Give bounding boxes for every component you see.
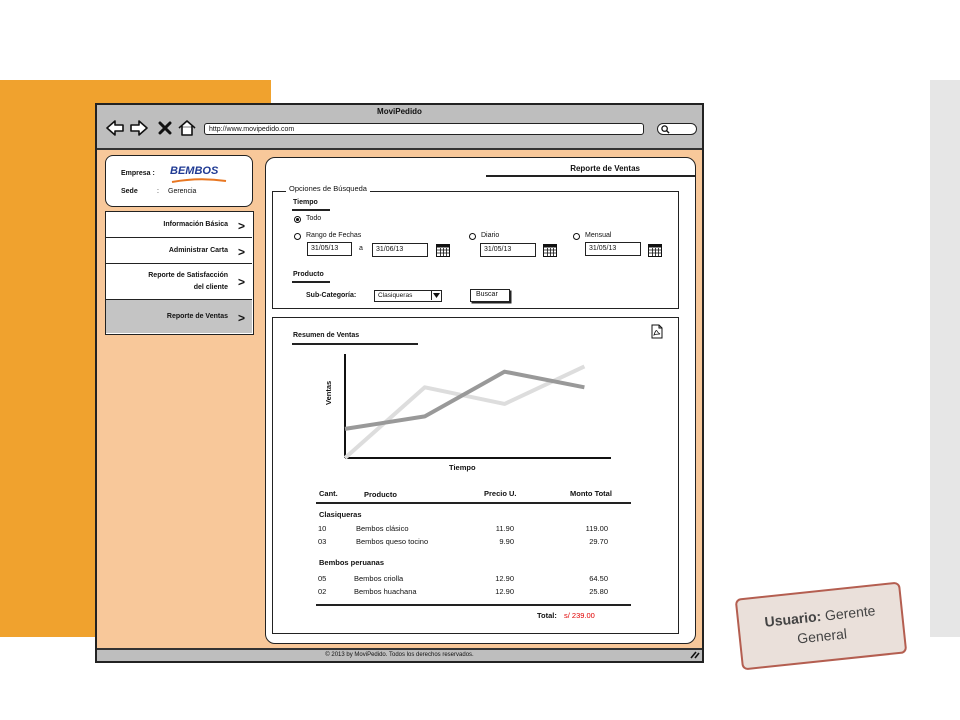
buscar-button[interactable]: Buscar xyxy=(470,289,510,302)
column-header-cant: Cant. xyxy=(319,489,338,498)
resize-grip-icon[interactable] xyxy=(688,651,700,659)
note-value-line2: General xyxy=(796,625,848,647)
page-title: Reporte de Ventas xyxy=(570,164,640,173)
home-icon[interactable] xyxy=(177,119,197,137)
sidebar-item-label: Administrar Carta xyxy=(168,247,228,254)
browser-toolbar xyxy=(97,105,702,150)
sede-label: Sede xyxy=(121,188,138,195)
sidebar-item-label: Información Básica xyxy=(163,221,228,228)
total-label: Total: xyxy=(537,611,557,620)
sidebar-item-reporte-satisfaccion[interactable] xyxy=(106,264,252,300)
window-title: MoviPedido xyxy=(377,107,422,116)
sede-value: Gerencia xyxy=(168,188,197,195)
empresa-label: Empresa : xyxy=(121,170,155,177)
diario-date[interactable]: 31/05/13 xyxy=(480,243,536,257)
subcategoria-label: Sub-Categoría: xyxy=(306,292,357,299)
chevron-right-icon: > xyxy=(237,274,245,289)
x-axis-label: Tiempo xyxy=(449,463,476,472)
logo-swoosh xyxy=(170,178,228,184)
chevron-right-icon: > xyxy=(237,244,245,259)
note-label: Usuario: xyxy=(763,607,822,630)
search-icon xyxy=(661,125,670,134)
chevron-right-icon: > xyxy=(237,218,245,233)
browser-window xyxy=(95,103,704,663)
mensual-date[interactable]: 31/05/13 xyxy=(585,242,641,256)
forward-arrow-icon[interactable] xyxy=(129,119,149,137)
bembos-logo: BEMBOS xyxy=(170,165,219,177)
todo-label: Todo xyxy=(306,215,322,222)
cell-precio: 11.90 xyxy=(495,524,514,533)
mensual-label: Mensual xyxy=(585,232,612,239)
group-name: Clasiqueras xyxy=(319,510,362,519)
main-content-panel xyxy=(265,157,696,644)
search-options-legend: Opciones de Búsqueda xyxy=(286,184,370,193)
column-header-monto: Monto Total xyxy=(570,489,612,498)
back-arrow-icon[interactable] xyxy=(105,119,125,137)
tiempo-label: Tiempo xyxy=(293,199,318,206)
slide-grey-strip xyxy=(930,80,960,637)
cell-cant: 02 xyxy=(318,587,327,596)
cell-cant: 03 xyxy=(318,537,327,546)
subcategoria-value: Clasiqueras xyxy=(378,292,413,299)
chevron-right-icon: > xyxy=(237,310,245,325)
table-row xyxy=(266,537,697,550)
close-icon[interactable] xyxy=(155,119,175,137)
table-row xyxy=(266,524,697,537)
table-row xyxy=(266,574,697,587)
cell-monto: 119.00 xyxy=(585,524,608,533)
sidebar-menu xyxy=(105,211,254,335)
sales-table xyxy=(266,158,697,645)
column-header-precio: Precio U. xyxy=(484,489,517,498)
table-row xyxy=(266,587,697,600)
group-name: Bembos peruanas xyxy=(319,558,385,567)
cell-cant: 10 xyxy=(318,524,327,533)
cell-precio: 12.90 xyxy=(495,587,514,596)
rango-to-date[interactable]: 31/06/13 xyxy=(372,243,428,257)
browser-search-field[interactable] xyxy=(657,123,697,135)
cell-producto: Bembos criolla xyxy=(354,574,404,583)
cell-precio: 12.90 xyxy=(495,574,514,583)
cell-monto: 29.70 xyxy=(589,537,608,546)
user-role-note xyxy=(735,582,908,671)
cell-producto: Bembos clásico xyxy=(356,524,409,533)
rango-fechas-label: Rango de Fechas xyxy=(306,232,362,239)
table-header-divider xyxy=(316,502,631,504)
summary-title: Resumen de Ventas xyxy=(293,332,360,339)
sidebar-item-label: Reporte de Satisfacción del cliente xyxy=(148,271,228,291)
y-axis-label: Ventas xyxy=(324,380,333,405)
company-info-card xyxy=(105,155,253,207)
column-header-producto: Producto xyxy=(364,490,397,499)
note-value-line1: Gerente xyxy=(824,602,877,624)
sede-separator: : xyxy=(157,188,159,195)
total-value: s/ 239.00 xyxy=(564,611,595,620)
producto-label: Producto xyxy=(293,271,324,278)
rango-a-label: a xyxy=(359,245,363,252)
cell-monto: 25.80 xyxy=(589,587,608,596)
diario-label: Diario xyxy=(481,232,500,239)
cell-monto: 64.50 xyxy=(589,574,608,583)
cell-cant: 05 xyxy=(318,574,327,583)
rango-from-date[interactable]: 31/05/13 xyxy=(307,242,352,256)
cell-producto: Bembos huachana xyxy=(354,587,417,596)
cell-producto: Bembos queso tocino xyxy=(356,537,429,546)
sidebar-item-informacion-basica[interactable] xyxy=(106,212,252,238)
browser-footer: © 2013 by MoviPedido. Todos los derechos reservados. xyxy=(97,648,702,661)
sidebar-item-label: Reporte de Ventas xyxy=(166,313,228,320)
cell-precio: 9.90 xyxy=(499,537,514,546)
address-bar[interactable]: http://www.movipedido.com xyxy=(204,123,644,135)
table-footer-divider xyxy=(316,604,631,606)
sidebar-item-administrar-carta[interactable] xyxy=(106,238,252,264)
sidebar-item-reporte-ventas[interactable] xyxy=(106,300,252,333)
